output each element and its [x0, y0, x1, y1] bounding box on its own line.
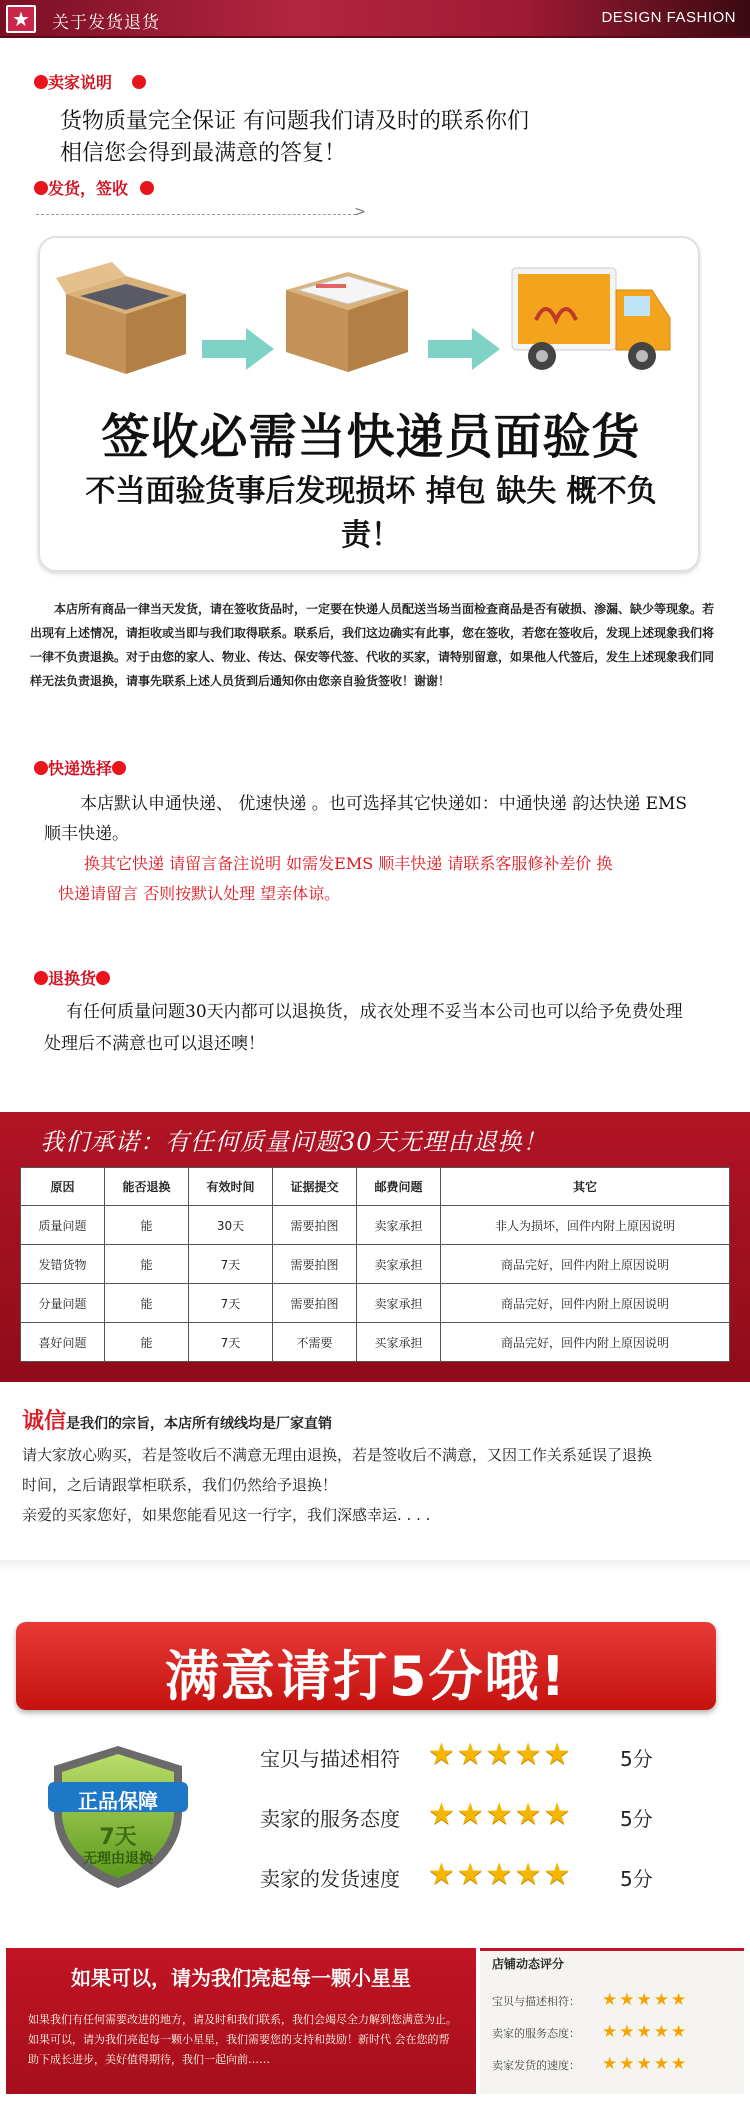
rating-row	[260, 1737, 700, 1777]
column-header: 原因	[21, 1168, 105, 1206]
table-cell: 商品完好，回件内附上原因说明	[441, 1284, 730, 1323]
table-cell: 需要拍图	[273, 1206, 357, 1245]
table-cell: 买家承担	[357, 1323, 441, 1362]
table-cell: 7天	[189, 1245, 273, 1284]
rating-label: 卖家的发货速度	[260, 1867, 400, 1891]
bullet-dot-icon	[112, 761, 126, 775]
table-cell: 需要拍图	[273, 1284, 357, 1323]
honesty-line1: 请大家放心购买，若是签收后不满意无理由退换，若是签收后不满意，又因工作关系延误了退换	[22, 1446, 653, 1464]
table-cell: 喜好问题	[21, 1323, 105, 1362]
star-rating-icon: ★★★★★	[602, 2054, 689, 2074]
rating-banner-text: 满意请打5分哦!	[164, 1645, 568, 1708]
shop-rating-row	[492, 2022, 732, 2047]
table-cell: 非人为损坏，回件内附上原因说明	[441, 1206, 730, 1245]
rating-row	[260, 1797, 700, 1837]
table-row	[21, 1206, 730, 1245]
honesty-big-word: 诚信	[22, 1409, 67, 1434]
star-rating-icon: ★★★★★	[428, 1737, 573, 1772]
column-header: 证据提交	[273, 1168, 357, 1206]
seller-note-line1: 货物质量完全保证 有问题我们请及时的联系你们	[60, 109, 529, 134]
brand-text: DESIGN FASHION	[601, 9, 736, 26]
table-cell: 卖家承担	[357, 1206, 441, 1245]
honesty-line2: 时间，之后请跟掌柜联系，我们仍然给予退换！	[22, 1476, 338, 1494]
column-header: 有效时间	[189, 1168, 273, 1206]
bottom-rating-strip	[6, 1948, 744, 2094]
shield-icon	[46, 1742, 190, 1892]
table-cell: 需要拍图	[273, 1245, 357, 1284]
star-rating-icon: ★★★★★	[428, 1857, 573, 1892]
shield-days: 7天	[99, 1825, 137, 1850]
table-cell: 发错货物	[21, 1245, 105, 1284]
bullet-dot-icon	[34, 181, 48, 195]
table-cell: 商品完好，回件内附上原因说明	[441, 1323, 730, 1362]
divider	[36, 214, 356, 215]
table-cell: 不需要	[273, 1323, 357, 1362]
table-cell: 卖家承担	[357, 1245, 441, 1284]
shop-rating-title: 店铺动态评分	[492, 1957, 565, 1971]
package-box-icon	[56, 258, 194, 376]
returns-line2: 处理后不满意也可以退还噢！	[44, 1034, 265, 1054]
arrow-right-icon	[202, 328, 274, 370]
honesty-line3: 亲爱的买家您好，如果您能看见这一行字，我们深感幸运. . . .	[22, 1506, 431, 1524]
return-policy-section	[0, 1112, 750, 1382]
table-cell: 能	[105, 1206, 189, 1245]
star-rating-icon: ★★★★★	[602, 1990, 689, 2010]
request-title: 如果可以，请为我们亮起每一颗小星星	[71, 1966, 411, 1990]
inspection-subline: 不当面验货事后发现损坏 掉包 缺失 概不负责！	[85, 474, 657, 553]
table-cell: 30天	[189, 1206, 273, 1245]
inspection-notice-card	[38, 236, 700, 572]
seller-note-line2: 相信您会得到最满意的答复！	[60, 141, 347, 166]
table-cell: 能	[105, 1245, 189, 1284]
returns-label: 退换货	[34, 966, 110, 989]
return-policy-title: 我们承诺：有任何质量问题30天无理由退换！	[40, 1128, 548, 1156]
table-cell: 质量问题	[21, 1206, 105, 1245]
honesty-heading	[22, 1404, 332, 1435]
courier-line1: 本店默认申通快递、 优速快递 。也可选择其它快递如：中通快递 韵达快递 EMS	[80, 794, 688, 814]
table-row	[21, 1323, 730, 1362]
courier-label: 快递选择	[34, 756, 126, 779]
delivery-detail-text: 本店所有商品一律当天发货，请在签收货品时，一定要在快递人员配送当场当面检查商品是否有破损、渗漏、缺少等现象。若出现有上述情况，请拒收或当即与我们取得联系。联系后，我们这边确实有此事，您在签收，若您在签收后，发现上述现象我们将一律不负责退换。对于由您的家人、物业、传达、保安等代签、代收的买家，请特别留意，如果他人代签后，发生上述现象我们同样无法负责退换，请事先联系上述人员货到后通知你由您亲自验货签收！谢谢！	[30, 602, 715, 688]
star-rating-icon: ★★★★★	[428, 1797, 573, 1832]
courier-note-line1: 换其它快递 请留言备注说明 如需发EMS 顺丰快递 请联系客服修补差价 换	[84, 854, 613, 873]
courier-line2: 顺丰快递。	[44, 824, 129, 844]
return-policy-table	[20, 1167, 730, 1362]
rating-banner	[16, 1622, 716, 1710]
shield-title: 正品保障	[78, 1789, 158, 1813]
bullet-dot-icon	[96, 971, 110, 985]
table-cell: 能	[105, 1284, 189, 1323]
shop-rating-panel	[480, 1948, 744, 2094]
shop-rating-row	[492, 1990, 732, 2015]
star-rating-icon: ★★★★★	[602, 2022, 689, 2042]
delivery-truck-icon	[506, 260, 676, 376]
rating-row	[260, 1857, 700, 1897]
divider	[0, 1560, 750, 1572]
inspection-headline: 签收必需当快递员面验货	[101, 409, 641, 465]
header-title: 关于发货退货	[52, 13, 160, 33]
table-cell: 卖家承担	[357, 1284, 441, 1323]
bullet-dot-icon	[34, 75, 48, 89]
column-header: 邮费问题	[357, 1168, 441, 1206]
bullet-dot-icon	[34, 761, 48, 775]
column-header: 能否退换	[105, 1168, 189, 1206]
shop-rating-label: 宝贝与描述相符：	[492, 1995, 580, 2008]
table-cell: 商品完好，回件内附上原因说明	[441, 1245, 730, 1284]
shield-subtitle: 无理由退换	[83, 1851, 153, 1867]
bullet-dot-icon	[140, 181, 154, 195]
shop-rating-label: 卖家发货的速度：	[492, 2059, 580, 2072]
rating-label: 卖家的服务态度	[260, 1807, 400, 1831]
table-cell: 分量问题	[21, 1284, 105, 1323]
table-cell: 7天	[189, 1323, 273, 1362]
column-header: 其它	[441, 1168, 730, 1206]
rating-score: 5分	[620, 1807, 653, 1831]
bullet-dot-icon	[34, 971, 48, 985]
request-panel	[6, 1948, 476, 2094]
table-header-row	[21, 1168, 730, 1206]
table-cell: 能	[105, 1323, 189, 1362]
delivery-label: 发货，签收	[34, 176, 154, 199]
shop-rating-row	[492, 2054, 732, 2079]
arrow-right-icon	[428, 328, 500, 370]
seller-note-label: 卖家说明	[34, 70, 146, 93]
honesty-heading-rest: 是我们的宗旨，本店所有绒线均是厂家直销	[66, 1416, 333, 1432]
table-row	[21, 1284, 730, 1323]
rating-score: 5分	[620, 1867, 653, 1891]
courier-note-line2: 快递请留言 否则按默认处理 望亲体谅。	[58, 884, 341, 903]
section-header	[0, 0, 750, 38]
star-icon: ★	[6, 5, 36, 33]
table-cell: 7天	[189, 1284, 273, 1323]
returns-line1: 有任何质量问题30天内都可以退换货，成衣处理不妥当本公司也可以给予免费处理	[66, 1002, 683, 1022]
bullet-dot-icon	[132, 75, 146, 89]
rating-score: 5分	[620, 1747, 653, 1771]
shop-rating-label: 卖家的服务态度：	[492, 2027, 580, 2040]
request-text: 如果我们有任何需要改进的地方，请及时和我们联系，我们会竭尽全力解到您满意为止。如果可以，请为我们亮起每一颗小星星，我们需要您的支持和鼓励！新时代 会在您的帮助下成长进步，美好值得期待，我们一起向前……	[28, 2013, 457, 2066]
sealed-box-icon	[276, 256, 418, 374]
rating-label: 宝贝与描述相符	[260, 1747, 400, 1771]
table-row	[21, 1245, 730, 1284]
